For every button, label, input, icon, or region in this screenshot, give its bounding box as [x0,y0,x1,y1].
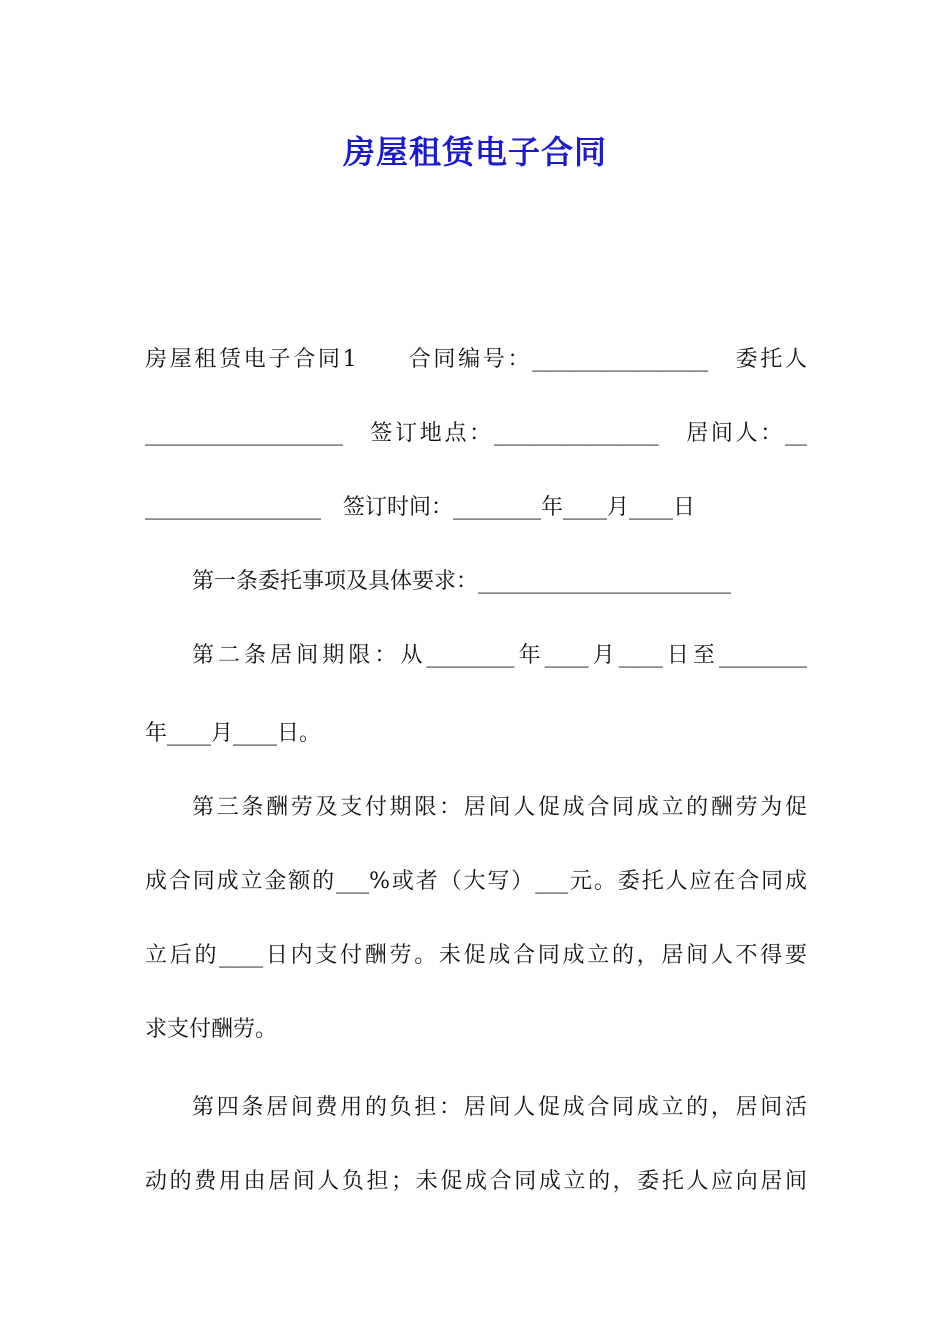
article-1-line: 第一条委托事项及具体要求：_______________________ [192,569,732,594]
article-3-line-1: 第三条酬劳及支付期限：居间人促成合同成立的酬劳为促 [192,795,807,820]
article-2-line-2: 年____月____日。 [145,721,322,746]
document-title: 房屋租赁电子合同 [342,133,607,171]
article-3-line-2: 成合同成立金额的___%或者（大写）___元。委托人应在合同成 [145,869,807,894]
article-4-line-2: 动的费用由居间人负担；未促成合同成立的，委托人应向居间 [145,1169,807,1194]
contract-header-line-1: 房屋租赁电子合同1 合同编号：________________ 委托人 [145,347,807,372]
article-2-line-1: 第二条居间期限：从________年____月____日至________ [192,643,807,668]
article-3-line-4: 求支付酬劳。 [145,1017,278,1042]
contract-header-line-3: ________________ 签订时间：________年____月____日 [145,495,696,520]
article-3-line-3: 立后的____日内支付酬劳。未促成合同成立的，居间人不得要 [145,943,807,968]
article-4-line-1: 第四条居间费用的负担：居间人促成合同成立的，居间活 [192,1095,807,1120]
contract-header-line-2: __________________ 签订地点：_______________ 居间人：__ [145,421,807,446]
